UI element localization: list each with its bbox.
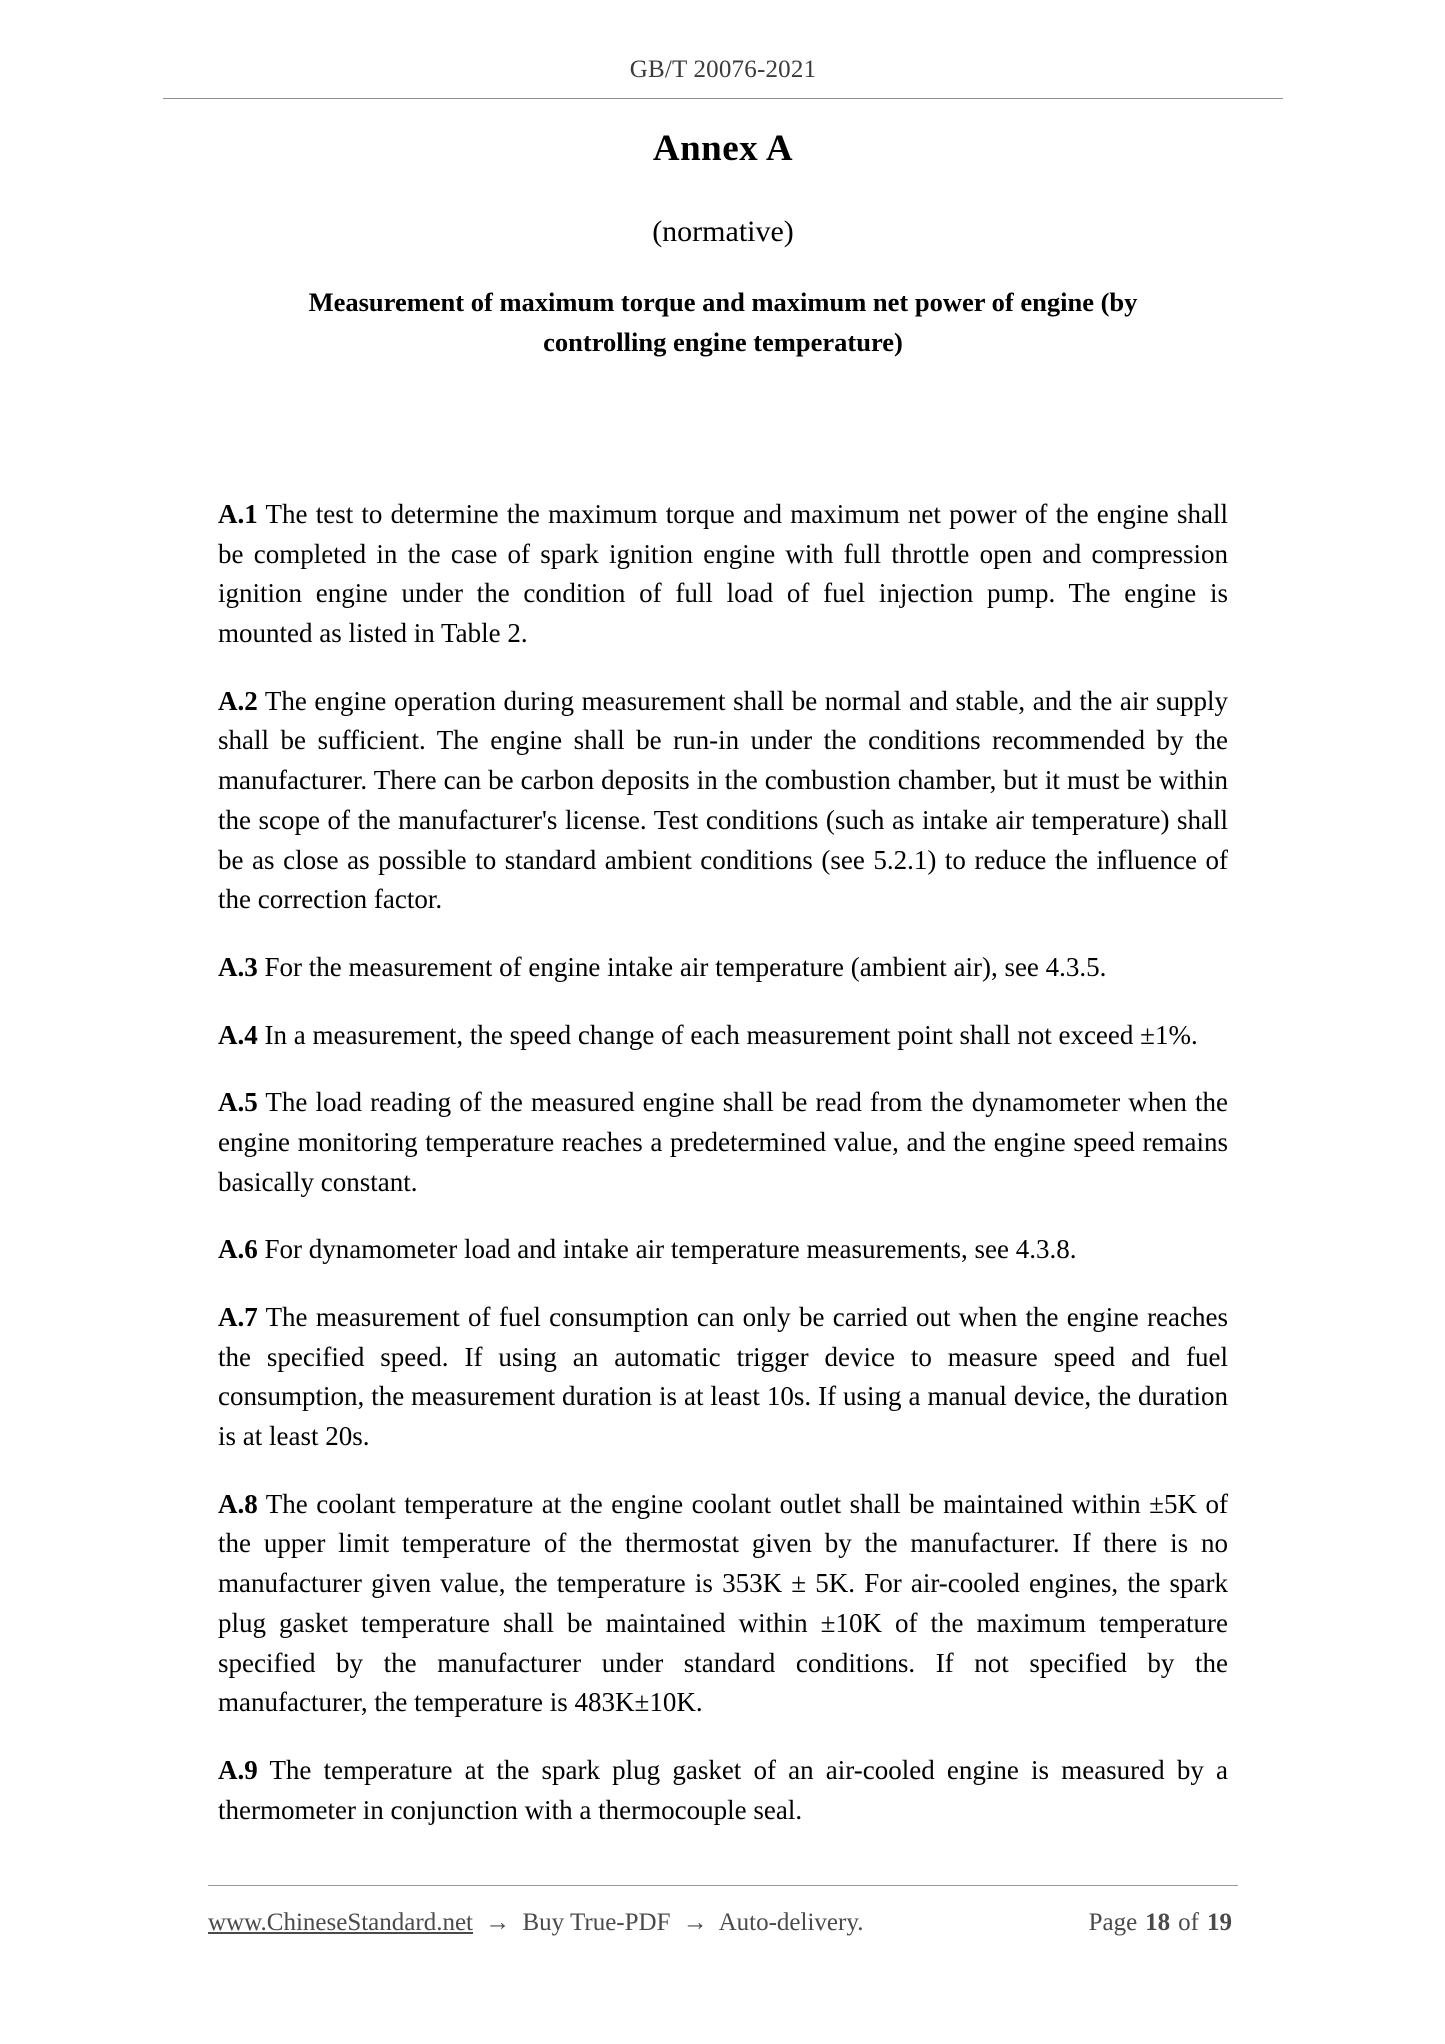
clause-number: A.8: [218, 1488, 258, 1519]
clause-number: A.1: [218, 499, 258, 529]
page-of-label: of: [1178, 1909, 1199, 1936]
clause-text: The measurement of fuel consumption can only be carried out when the engine reaches the specified speed. If using an automatic trigger device to measure speed and fuel consumption, the measurement duration is at least 10s. If using a manual device, the duration is at least 20s.: [218, 1302, 1229, 1452]
clause-a5: [218, 1083, 1228, 1202]
clause-number: A.6: [218, 1234, 258, 1265]
clause-a9: [218, 1751, 1228, 1830]
clause-number: A.2: [218, 685, 258, 716]
footer-promo-buy: Buy True-PDF: [522, 1909, 671, 1936]
clause-a7: [218, 1298, 1228, 1457]
standard-code: GB/T 20076-2021: [629, 56, 817, 83]
clause-text: The engine operation during measurement shall be normal and stable, and the air supply shall be sufficient. The engine shall be run-in under the conditions recommended by the manufacturer. There can be carbon deposits in the combustion chamber, but it must be within the scope of the manufacturer's license. Test conditions (such as intake air temperature) shall be as close as possible to standard ambient conditions (see 5.2.1) to reduce the influence of the correction factor.: [218, 685, 1228, 915]
page-footer: [208, 1885, 1238, 1938]
page-current: 18: [1145, 1909, 1171, 1936]
annex-kind: (normative): [652, 214, 794, 248]
page-number: [1089, 1908, 1238, 1938]
annex-subtitle: Measurement of maximum torque and maximum net power of engine (by controlling engine temperature): [308, 287, 1138, 357]
arrow-right-icon: →: [682, 1909, 708, 1936]
clause-list: [218, 495, 1228, 1830]
clause-text: In a measurement, the speed change of each measurement point shall not exceed ±1%.: [264, 1019, 1198, 1050]
clause-number: A.7: [218, 1302, 258, 1332]
page-header: [163, 55, 1283, 99]
clause-number: A.3: [218, 951, 258, 982]
clause-text: The load reading of the measured engine shall be read from the dynamometer when the engine monitoring temperature reaches a predetermined value, and the engine speed remains basically constant.: [218, 1087, 1228, 1197]
arrow-right-icon: →: [485, 1909, 511, 1936]
clause-number: A.4: [218, 1019, 258, 1050]
clause-a1: [218, 495, 1228, 654]
clause-a8: [218, 1485, 1228, 1723]
footer-website-link[interactable]: www.ChineseStandard.net: [208, 1909, 473, 1936]
clause-a6: [218, 1230, 1228, 1270]
clause-text: For dynamometer load and intake air temperature measurements, see 4.3.8.: [264, 1234, 1077, 1265]
clause-number: A.5: [218, 1087, 258, 1118]
clause-a4: [218, 1016, 1228, 1056]
annex-heading: Annex A: [652, 128, 794, 169]
footer-promo-delivery: Auto-delivery.: [718, 1909, 864, 1936]
annex-title-block: [163, 128, 1283, 363]
clause-a3: [218, 948, 1228, 988]
clause-text: The coolant temperature at the engine coolant outlet shall be maintained within ±5K of the upper limit temperature of the thermostat given by the manufacturer. If there is no manufacturer given value, the temperature is 353K ± 5K. For air-cooled engines, the spark plug gasket temperature shall be maintained within ±10K of the maximum temperature specified by the manufacturer under standard conditions. If not specified by the manufacturer, the temperature is 483K±10K.: [218, 1488, 1228, 1718]
clause-text: The temperature at the spark plug gasket of an air-cooled engine is measured by a thermometer in conjunction with a thermocouple seal.: [218, 1754, 1228, 1825]
clause-text: The test to determine the maximum torque and maximum net power of the engine shall be completed in the case of spark ignition engine with full throttle open and compression ignition engine under the condition of full load of fuel injection pump. The engine is mounted as listed in Table 2.: [218, 499, 1228, 649]
clause-number: A.9: [218, 1754, 258, 1785]
header-divider: [163, 98, 1283, 99]
page-label: Page: [1088, 1909, 1138, 1936]
clause-text: For the measurement of engine intake air temperature (ambient air), see 4.3.5.: [264, 951, 1107, 982]
footer-promo: [208, 1908, 863, 1938]
footer-divider: [208, 1885, 1238, 1886]
clause-a2: [218, 682, 1228, 920]
page-total: 19: [1207, 1909, 1232, 1936]
